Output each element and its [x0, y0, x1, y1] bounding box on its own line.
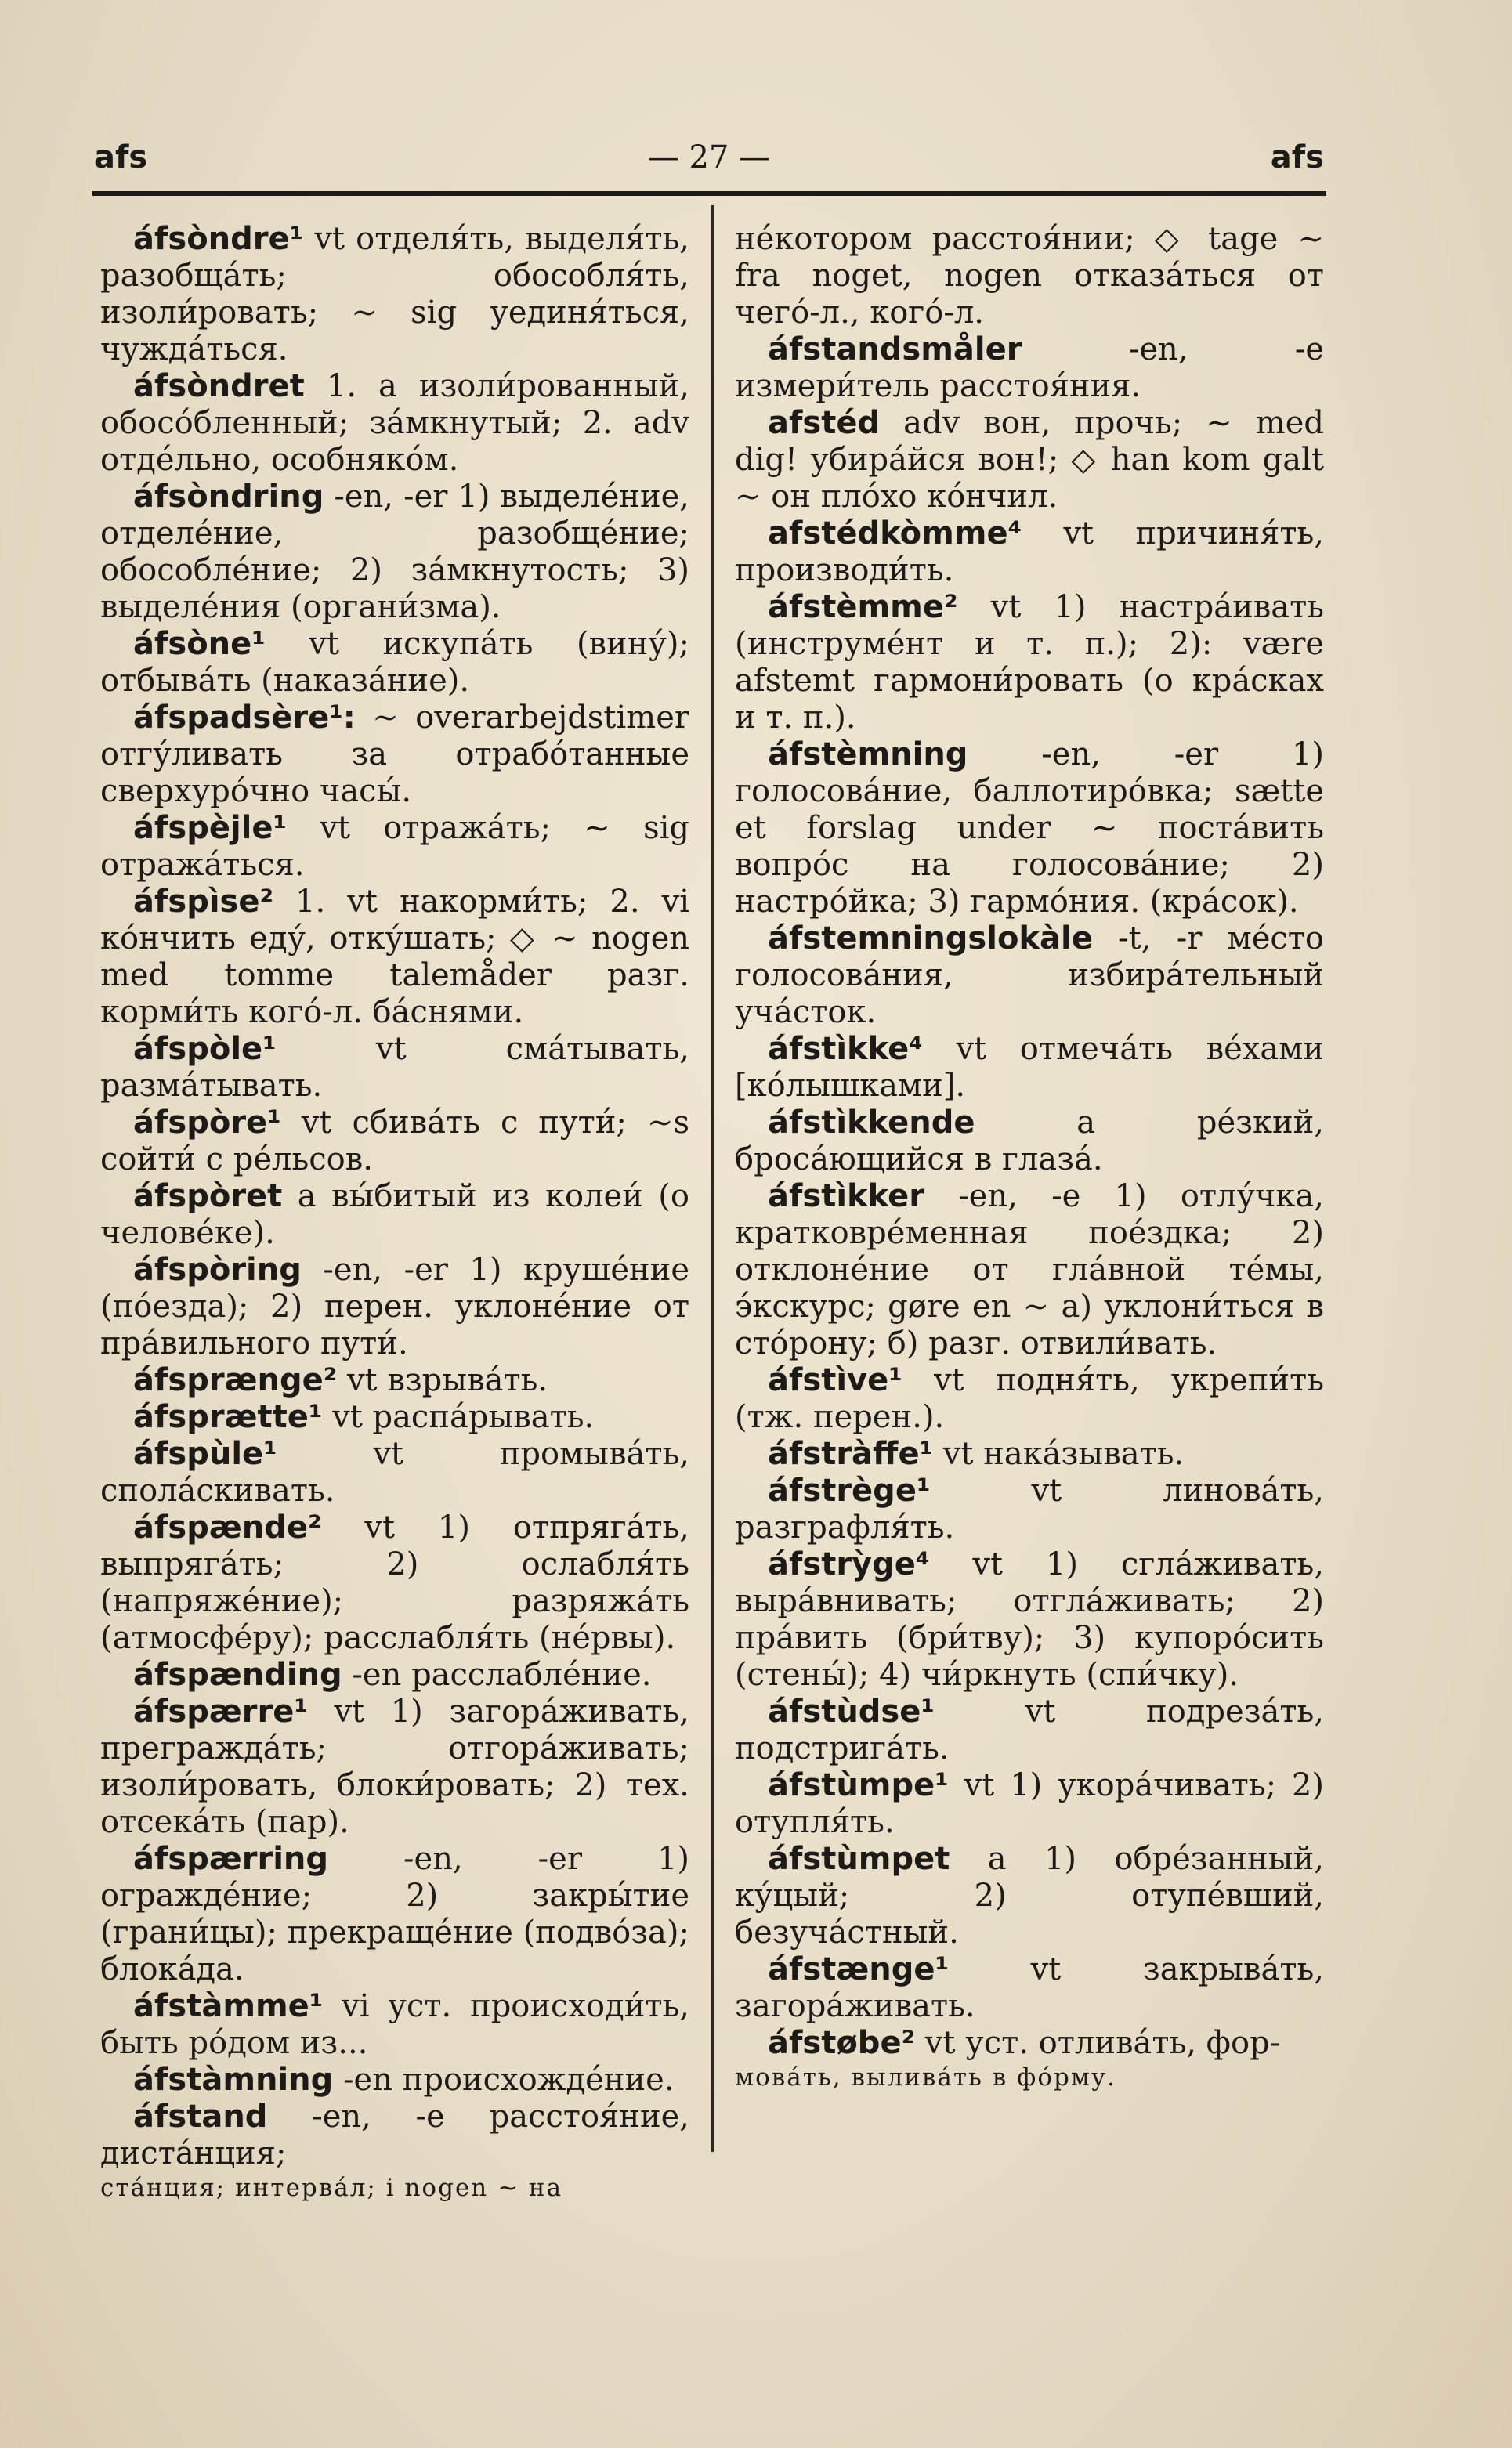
entry: [735, 589, 1324, 736]
headword: áfstèmning: [768, 736, 968, 772]
entry-continuation: [100, 2172, 689, 2204]
entry: [100, 368, 689, 479]
headword: áfstænge¹: [768, 1951, 949, 1987]
entry: [735, 1951, 1324, 2025]
headword: áfspadsère¹:: [133, 700, 356, 736]
entry: [735, 1031, 1324, 1105]
headword: áfstrỳge⁴: [768, 1546, 930, 1582]
headword: áfstøbe²: [768, 2025, 916, 2061]
definition: vt 1) укора́чивать; 2) отупля́ть.: [735, 1767, 1324, 1840]
entry: [735, 405, 1324, 515]
headword: afstédkòmme⁴: [768, 515, 1022, 551]
definition: vt сбива́ть с пути́; ~s сойти́ с ре́льсов.: [100, 1105, 689, 1177]
definition: -en, -er 1) выделе́ние, отделе́ние, разобще́ние; обособле́ние; 2) за́мкнутость; 3) выделе́ния (органи́зма).: [100, 479, 689, 625]
entry: [735, 1473, 1324, 1546]
definition: adv вон, прочь; ~ med dig! убира́йся вон!; ◇ han kom galt ~ он пло́хо ко́нчил.: [735, 405, 1324, 515]
definition: a 1) обре́занный, ку́цый; 2) отупе́вший, безуча́стный.: [735, 1841, 1324, 1951]
entry: [100, 221, 689, 368]
entry: [100, 1988, 689, 2062]
entry: [100, 1841, 689, 1988]
definition: vt подреза́ть, подстрига́ть.: [735, 1694, 1324, 1766]
definition: vt промыва́ть, спола́скивать.: [100, 1436, 689, 1509]
definition: vt линова́ть, разграфля́ть.: [735, 1473, 1324, 1546]
headword: áfspìse²: [133, 884, 274, 920]
definition: -en, -e измери́тель расстоя́ния.: [735, 331, 1324, 404]
definition: vt отделя́ть, выделя́ть, разобща́ть; обособля́ть, изоли́ровать; ~ sig уединя́ться, чужда́ться.: [100, 221, 689, 367]
entry: [100, 1362, 689, 1399]
definition: -en, -e расстоя́ние, диста́нция;: [100, 2099, 689, 2171]
entry: [100, 810, 689, 884]
definition: vt распа́рывать.: [322, 1399, 595, 1435]
definition: vt взрыва́ть.: [337, 1362, 548, 1398]
definition: vt искупа́ть (вину́); отбыва́ть (наказа́ние).: [100, 626, 689, 699]
headword: áfspòring: [133, 1252, 302, 1288]
headword: áfsprætte¹: [133, 1399, 323, 1435]
definition: -en, -e 1) отлу́чка, кратковре́менная пое́здка; 2) отклоне́ние от гла́вной те́мы, э́кскурс; gøre en ~ а) уклони́ться в сто́рону; б) разг. отвили́вать.: [735, 1178, 1324, 1361]
entry: [735, 920, 1324, 1031]
page-number: — 27 —: [647, 139, 771, 175]
headword: áfstand: [133, 2099, 268, 2135]
headword: áfstèmme²: [768, 589, 958, 625]
definition: vt отмеча́ть ве́хами [ко́лышками].: [735, 1031, 1324, 1104]
definition: vt подня́ть, укрепи́ть (тж. перен.).: [735, 1362, 1324, 1435]
definition: vt закрыва́ть, загора́живать.: [735, 1951, 1324, 2024]
entry: [100, 1510, 689, 1657]
headword: áfstràffe¹: [768, 1436, 934, 1472]
entry: [735, 736, 1324, 920]
definition: 1. vt накорми́ть; 2. vi ко́нчить еду́, отку́шать; ◇ ~ nogen med tomme talemåder разг. корми́ть кого́-л. ба́снями.: [100, 884, 689, 1030]
headword: áfstàmning: [133, 2062, 334, 2098]
definition: vt 1) загора́живать, прегражда́ть; отгора́живать; изоли́ровать, блоки́ровать; 2) тех. отсека́ть (пар).: [100, 1694, 689, 1840]
headword: áfsòndring: [133, 479, 324, 515]
entry: [100, 1694, 689, 1841]
entry: [100, 700, 689, 810]
entry-continuation: [735, 221, 1324, 331]
headword: áfsòndret: [133, 368, 305, 404]
headword: áfstìkker: [768, 1178, 925, 1214]
headword: áfspænding: [133, 1657, 342, 1693]
headword: áfspùle¹: [133, 1436, 277, 1472]
headword: áfstùdse¹: [768, 1694, 935, 1730]
headword: afstéd: [768, 405, 881, 441]
headword: áfsòne¹: [133, 626, 266, 662]
definition: vt причиня́ть, производи́ть.: [735, 515, 1324, 588]
definition: vt уст. отлива́ть, фор-: [915, 2025, 1281, 2061]
definition: -en, -er 1) огражде́ние; 2) закры́тие (грани́цы); прекраще́ние (подво́за); блока́да.: [100, 1841, 689, 1987]
entry: [735, 515, 1324, 589]
headword: áfstùmpe¹: [768, 1767, 949, 1803]
header-right-guideword: afs: [1270, 139, 1324, 175]
definition: -en, -er 1) голосова́ние, баллотиро́вка; sætte et forslag under ~ поста́вить вопро́с на голосова́ние; 2) настро́йка; 3) гармо́ния. (кра́сок).: [735, 736, 1324, 920]
entry: [100, 884, 689, 1031]
entry: [100, 1105, 689, 1178]
entry: [735, 1767, 1324, 1841]
definition: vt нака́зывать.: [933, 1436, 1185, 1472]
definition: vt 1) настра́ивать (инструме́нт и т. п.); 2): være afstemt гармони́ровать (о кра́сках и т. п.).: [735, 589, 1324, 736]
headword: áfspèjle¹: [133, 810, 288, 846]
definition: -en происхожде́ние.: [333, 2062, 675, 2098]
headword: áfstùmpet: [768, 1841, 950, 1877]
definition: -en, -er 1) круше́ние (по́езда); 2) перен. уклоне́ние от пра́вильного пути́.: [100, 1252, 689, 1361]
entry: [100, 1399, 689, 1436]
entry: [100, 2062, 689, 2099]
entry: [735, 1436, 1324, 1473]
definition: a вы́битый из колеи́ (о челове́ке).: [100, 1178, 689, 1251]
definition: vt отража́ть; ~ sig отража́ться.: [100, 810, 689, 883]
header-rule: [92, 191, 1326, 196]
left-column: [100, 221, 689, 2204]
column-divider: [711, 205, 714, 2152]
definition: a ре́зкий, броса́ющийся в глаза́.: [735, 1105, 1324, 1177]
headword: áfstrège¹: [768, 1473, 931, 1509]
definition: -t, -r ме́сто голосова́ния, избира́тельный уча́сток.: [735, 920, 1324, 1030]
headword: áfstìkkende: [768, 1105, 975, 1141]
entry: [100, 1031, 689, 1105]
headword: áfstandsmåler: [768, 331, 1022, 367]
headword: áfsprænge²: [133, 1362, 338, 1398]
definition: vt 1) отпряга́ть, выпряга́ть; 2) ослабля́ть (напряже́ние); разряжа́ть (атмосфе́ру); расслабля́ть (не́рвы).: [100, 1510, 689, 1656]
definition: мова́ть, вылива́ть в фо́рму.: [735, 2063, 1117, 2092]
entry-continuation: [735, 2062, 1324, 2093]
headword: áfstìkke⁴: [768, 1031, 923, 1067]
entry: [100, 479, 689, 626]
headword: áfspærring: [133, 1841, 329, 1877]
entry: [100, 1436, 689, 1510]
entry: [100, 2099, 689, 2172]
right-column: [735, 221, 1324, 2093]
entry: [735, 331, 1324, 405]
definition: ста́нция; интерва́л; i nogen ~ на: [100, 2174, 563, 2202]
header-left-guideword: afs: [94, 139, 148, 175]
headword: áfstemningslokàle: [768, 920, 1093, 956]
entry: [100, 1252, 689, 1362]
entry: [735, 2025, 1324, 2062]
definition: vt 1) сгла́живать, выра́внивать; отгла́живать; 2) пра́вить (бри́тву); 3) купоро́сить (стены́); 4) чи́ркнуть (спи́чку).: [735, 1546, 1324, 1693]
headword: áfspòre¹: [133, 1105, 281, 1141]
headword: áfspòle¹: [133, 1031, 277, 1067]
definition: 1. a изоли́рованный, обосо́бленный; за́мкнутый; 2. adv отде́льно, особняко́м.: [100, 368, 689, 478]
headword: áfstìve¹: [768, 1362, 902, 1398]
entry: [735, 1178, 1324, 1362]
entry: [735, 1694, 1324, 1767]
definition: не́котором расстоя́нии; ◇ tage ~ fra noget, nogen отказа́ться от чего́-л., кого́-л.: [735, 221, 1324, 331]
entry: [735, 1841, 1324, 1951]
definition: -en расслабле́ние.: [342, 1657, 652, 1693]
definition: vi уст. происходи́ть, быть ро́дом из...: [100, 1988, 689, 2061]
entry: [735, 1546, 1324, 1694]
entry: [100, 1657, 689, 1694]
entry: [735, 1105, 1324, 1178]
headword: áfstàmme¹: [133, 1988, 324, 2024]
headword: áfsòndre¹: [133, 221, 304, 257]
definition: ~ overarbejdstimer отгу́ливать за отрабо́танные сверхуро́чно часы́.: [100, 700, 689, 809]
headword: áfspærre¹: [133, 1694, 308, 1730]
headword: áfspòret: [133, 1178, 283, 1214]
entry: [100, 1178, 689, 1252]
page-header: [94, 139, 1324, 186]
headword: áfspænde²: [133, 1510, 322, 1546]
entry: [100, 626, 689, 700]
entry: [735, 1362, 1324, 1436]
definition: vt сма́тывать, разма́тывать.: [100, 1031, 689, 1104]
